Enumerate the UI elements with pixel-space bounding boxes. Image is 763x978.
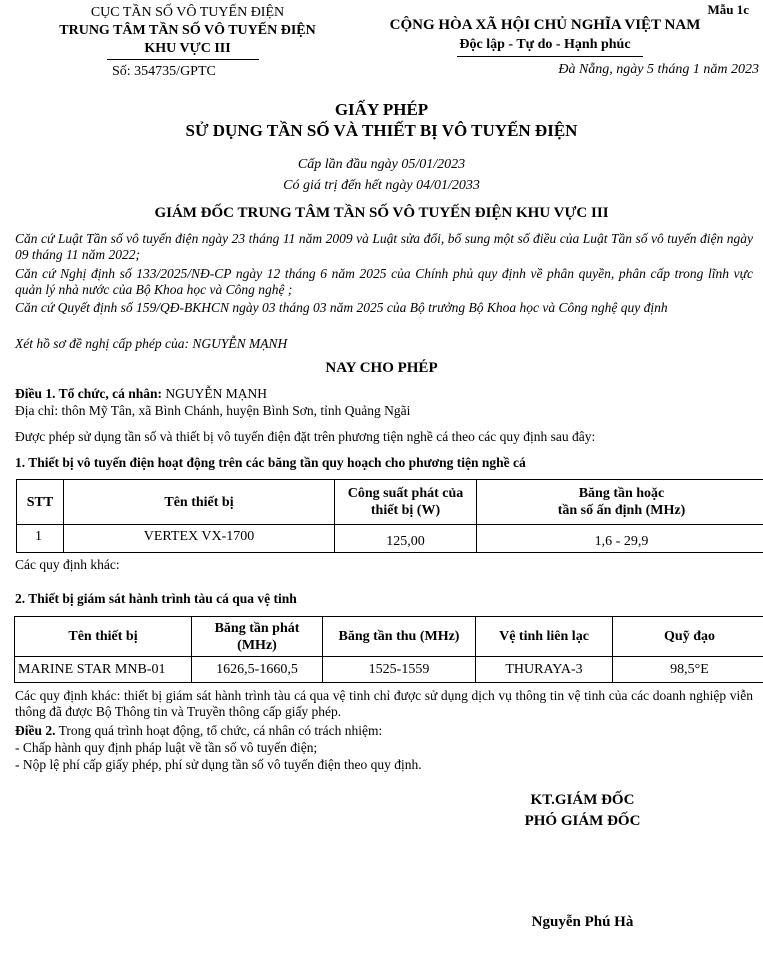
place-date: Đà Nẵng, ngày 5 tháng 1 năm 2023 — [558, 62, 759, 77]
article2-item-2: - Nộp lệ phí cấp giấy phép, phí sử dụng tần số vô tuyến điện theo quy định. — [15, 757, 422, 772]
table-header-row — [15, 617, 763, 657]
holder-name: NGUYỄN MẠNH — [165, 386, 267, 401]
section1-other-rules: Các quy định khác: — [15, 557, 120, 572]
agency-name-line2: KHU VỰC III — [144, 41, 231, 56]
header-device-name: Tên thiết bị — [64, 480, 335, 525]
cell-orbit: 98,5°E — [613, 657, 763, 683]
article1-holder-line — [15, 386, 267, 402]
allowed-statement: Được phép sử dụng tần số và thiết bị vô tuyến điện đặt trên phương tiện nghề cá theo các quy định sau đây: — [15, 429, 596, 444]
considering: Xét hồ sơ đề nghị cấp phép của: NGUYỄN MẠNH — [15, 336, 288, 351]
article2-line — [15, 723, 382, 739]
header-stt: STT — [17, 480, 64, 525]
cell-satellite: THURAYA-3 — [476, 657, 613, 683]
header-power-l2: thiết bị (W) — [370, 503, 441, 518]
header-band-l2: tần số ấn định (MHz) — [557, 503, 686, 518]
agency-parent: CỤC TẦN SỐ VÔ TUYẾN ĐIỆN — [90, 5, 285, 20]
agency-name-line1: TRUNG TÂM TẦN SỐ VÔ TUYẾN ĐIỆN — [59, 23, 316, 38]
table-row — [15, 657, 763, 683]
form-code: Mẫu 1c — [707, 2, 749, 17]
title-line2: SỬ DỤNG TẦN SỐ VÀ THIẾT BỊ VÔ TUYẾN ĐIỆN — [185, 121, 578, 140]
header-tx-l1: Băng tần phát — [214, 620, 300, 636]
nation-name: CỘNG HÒA XÃ HỘI CHỦ NGHĨA VIỆT NAM — [389, 17, 701, 33]
header-power — [335, 480, 477, 525]
section1-heading: 1. Thiết bị vô tuyến điện hoạt động trên các băng tần quy hoạch cho phương tiện nghề cá — [15, 455, 526, 470]
header-power-l1: Công suất phát của — [347, 486, 464, 501]
header-tx-l2: (MHz) — [237, 637, 277, 653]
motto-underline — [457, 56, 643, 57]
basis-1: Căn cứ Luật Tần số vô tuyến điện ngày 23 tháng 11 năm 2009 và Luật sửa đổi, bổ sung một số điều của Luật Tần số vô tuyến điện ngày 09 tháng 11 năm 2022; — [15, 231, 753, 262]
basis-2: Căn cứ Nghị định số 133/2025/NĐ-CP ngày 12 tháng 6 năm 2025 của Chính phủ quy định về phân quyền, phân cấp trong lĩnh vực quản lý nhà nước của Bộ Khoa học và Công nghệ ; — [15, 266, 753, 297]
signature-title2: PHÓ GIÁM ĐỐC — [524, 813, 641, 829]
nation-motto: Độc lập - Tự do - Hạnh phúc — [459, 37, 631, 52]
cell-device-name: VERTEX VX-1700 — [64, 525, 335, 553]
section2-heading: 2. Thiết bị giám sát hành trình tàu cá qua vệ tinh — [15, 591, 297, 606]
radio-equipment-table — [16, 479, 763, 553]
article2-label: Điều 2. — [15, 723, 56, 738]
cell-tx-band: 1626,5-1660,5 — [192, 657, 323, 683]
issued-date: Cấp lần đầu ngày 05/01/2023 — [297, 157, 466, 172]
title-line1: GIẤY PHÉP — [334, 100, 429, 119]
article1-label: Điều 1. Tổ chức, cá nhân: — [15, 386, 162, 401]
header-device-name: Tên thiết bị — [15, 617, 192, 657]
table-row — [17, 525, 763, 553]
signature-title1: KT.GIÁM ĐỐC — [530, 792, 635, 808]
article2-item-1: - Chấp hành quy định pháp luật về tần số vô tuyến điện; — [15, 740, 318, 755]
vms-equipment-table — [14, 616, 763, 683]
basis-3: Căn cứ Quyết định số 159/QĐ-BKHCN ngày 03 tháng 03 năm 2025 của Bộ trưởng Bộ Khoa học và Công nghệ quy định — [15, 300, 668, 315]
document-number: Số: 354735/GPTC — [112, 64, 216, 79]
header-rx-band: Băng tần thu (MHz) — [323, 617, 476, 657]
header-tx-band — [192, 617, 323, 657]
header-band — [477, 480, 763, 525]
table-header-row — [17, 480, 763, 525]
cell-device-name: MARINE STAR MNB-01 — [15, 657, 192, 683]
section2-other-rules: Các quy định khác: thiết bị giám sát hành trình tàu cá qua vệ tinh chỉ được sử dụng dịch vụ thông tin vệ tinh của các doanh nghiệp viễn thông đã được Bộ Thông tin và Truyền thông cấp giấy phép. — [15, 688, 753, 719]
article2-text: Trong quá trình hoạt động, tổ chức, cá nhân có trách nhiệm: — [55, 723, 383, 738]
cell-band: 1,6 - 29,9 — [477, 525, 763, 553]
holder-address: Địa chỉ: thôn Mỹ Tân, xã Bình Chánh, huyện Bình Sơn, tỉnh Quảng Ngãi — [15, 403, 411, 418]
valid-date: Có giá trị đến hết ngày 04/01/2033 — [283, 178, 480, 193]
cell-rx-band: 1525-1559 — [323, 657, 476, 683]
signer-name: Nguyễn Phú Hà — [531, 914, 634, 930]
permit-heading: NAY CHO PHÉP — [325, 360, 438, 376]
cell-stt: 1 — [17, 525, 64, 553]
header-satellite: Vệ tinh liên lạc — [476, 617, 613, 657]
director-heading: GIÁM ĐỐC TRUNG TÂM TẦN SỐ VÔ TUYẾN ĐIỆN KHU VỰC III — [154, 205, 609, 221]
cell-power: 125,00 — [335, 525, 477, 553]
agency-underline — [107, 59, 259, 60]
header-band-l1: Băng tần hoặc — [578, 486, 665, 501]
header-orbit: Quỹ đạo — [613, 617, 763, 657]
